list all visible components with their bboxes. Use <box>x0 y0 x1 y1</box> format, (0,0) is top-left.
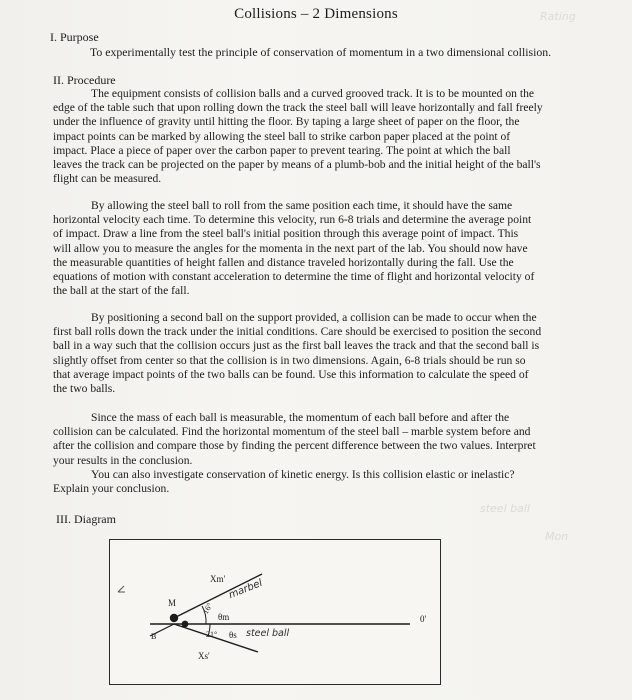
text-line: By positioning a second ball on the support provided, a collision can be made to occur when the <box>91 311 537 324</box>
text-line: Explain your conclusion. <box>53 482 170 496</box>
procedure-paragraph-4 <box>53 411 573 468</box>
bleed-through-text: Rating <box>540 10 576 23</box>
procedure-paragraph-1 <box>53 87 573 186</box>
text-line: your results in the conclusion. <box>53 453 193 467</box>
text-line: slightly offset from center so that the collision is in two dimensions. Again, 6-8 trials should be run so <box>53 353 526 367</box>
angle-top-label: 16° <box>200 601 215 616</box>
steel-ball-handwritten-note: steel ball <box>246 628 290 639</box>
procedure-paragraph-3 <box>53 311 573 396</box>
page-title: Collisions – 2 Dimensions <box>234 6 398 22</box>
text-line: You can also investigate conservation of kinetic energy. Is this collision elastic or inelastic? <box>91 468 515 481</box>
text-line: horizontal velocity each time. To determine this velocity, run 6-8 trials and determine the average point <box>53 213 532 227</box>
text-line: ball in a way such that the collision occurs just as the first ball leaves the track and that the second ball is <box>53 339 540 353</box>
text-line: equations of motion with constant acceleration to determine the time of flight and horizontal velocity of <box>53 270 535 284</box>
text-line: first ball rolls down the track under the initial conditions. Care should be exercised to position the second <box>53 325 542 339</box>
b-label: B <box>151 632 157 641</box>
text-line: will allow you to measure the angles for the momenta in the next part of the lab. You should now have <box>53 241 528 255</box>
text-line: The equipment consists of collision balls and a curved grooved track. It is to be mounted on the <box>91 87 535 100</box>
xm-prime-label: Xm' <box>210 574 226 584</box>
o-prime-label: 0' <box>420 614 427 624</box>
text-line: leaves the track can be projected on the paper by means of a plumb-bob and the initial height of the ball's <box>53 158 541 172</box>
marble-handwritten-note: marbel <box>227 577 265 602</box>
text-line: the measurable quantities of height fallen and distance traveled horizontally during the fall. Use the <box>53 255 514 269</box>
collision-diagram <box>109 539 441 685</box>
xs-prime-label: Xs' <box>198 651 210 661</box>
bleed-through-text: steel ball <box>480 502 530 515</box>
procedure-paragraph-5 <box>53 468 573 496</box>
text-line: the two balls. <box>53 382 116 396</box>
text-line: By allowing the steel ball to roll from the same position each time, it should have the same <box>91 199 513 212</box>
collision-diagram-svg <box>110 540 440 684</box>
text-line: under the influence of gravity until hitting the floor. By taping a large sheet of paper on the floor, the <box>53 115 520 129</box>
steel-ball <box>182 621 189 628</box>
text-line: impact. Place a piece of paper over the carbon paper to prevent tearing. The point at which the ball <box>53 143 511 157</box>
text-line: collision can be calculated. Find the horizontal momentum of the steel ball – marble system before and <box>53 425 531 439</box>
text-line: edge of the table such that upon rolling down the track the steel ball will leave horizontally and fall freely <box>53 101 543 115</box>
theta-s-label: θs <box>229 630 237 640</box>
text-line: that average impact points of the two balls can be found. Use this information to calculate the speed of <box>53 367 529 381</box>
purpose-heading: I. Purpose <box>50 30 99 44</box>
text-line: the ball at the start of the fall. <box>53 284 190 298</box>
m-label: M <box>168 598 177 608</box>
marble-ball <box>170 614 178 622</box>
text-line: flight can be measured. <box>53 172 162 186</box>
handwritten-arrow-mark <box>118 586 125 592</box>
procedure-heading: II. Procedure <box>53 73 116 87</box>
bleed-through-text: Mon <box>545 530 569 543</box>
text-line: after the collision and compare those by finding the percent difference between the two values. Interpret <box>53 439 536 453</box>
purpose-text: To experimentally test the principle of conservation of momentum in a two dimensional collision. <box>90 45 552 59</box>
angle-bottom-label: 21° <box>206 630 218 639</box>
procedure-paragraph-2 <box>53 199 573 298</box>
text-line: of impact. Draw a line from the steel ball's initial position through this average point of impact. This <box>53 227 519 241</box>
text-line: Since the mass of each ball is measurable, the momentum of each ball before and after the <box>91 411 510 424</box>
text-line: impact points can be marked by allowing the steel ball to strike carbon paper placed at the point of <box>53 129 511 143</box>
theta-m-label: θm <box>218 612 230 622</box>
diagram-heading: III. Diagram <box>56 512 116 526</box>
